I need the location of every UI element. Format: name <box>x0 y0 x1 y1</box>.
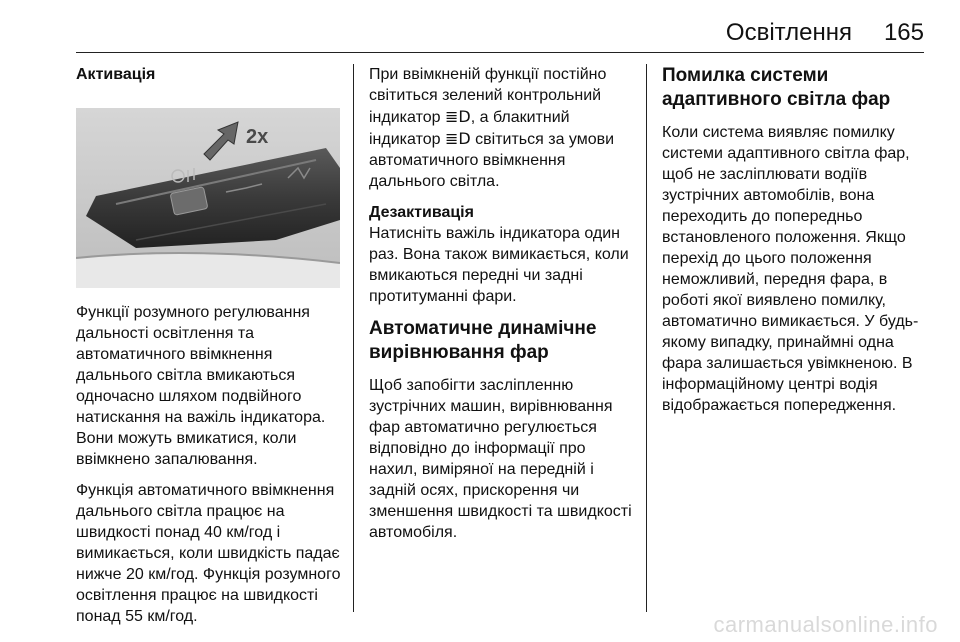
paragraph: Коли система виявляє помилку системи адаптивного світла фар, щоб не засліплювати водіїв зустрічних автомобілів, вона переходить до попередньо встановленого положення. Якщо перехід до цього положення неможливий, передня фара, в роботі якої виявлено помилку, автоматично вимикається. У будь-якому випадку, принаймні одна фара залишається увімкненою. В інформаційному центрі водія відображається попередження. <box>662 124 919 414</box>
page-header <box>0 0 960 58</box>
paragraph <box>369 64 637 192</box>
heading-system-error: Помилка системи адаптивного світла фар <box>662 65 891 110</box>
watermark: carmanualsonline.info <box>713 612 938 637</box>
text-run: світиться за умови автоматичного ввімкнення дальнього світла. <box>369 131 615 190</box>
text-run: , а блакитний індикатор <box>369 109 570 148</box>
column-divider-2 <box>646 64 647 612</box>
figure-badge: 2x <box>246 126 269 148</box>
page-title: Освітлення <box>725 19 852 46</box>
paragraph: Натисніть важіль індикатора один раз. Вона також вимикається, коли вмикаються передні чи задні протитуманні фари. <box>369 225 629 305</box>
high-beam-indicator-icon: ≣D <box>444 129 471 148</box>
paragraph: Функція автоматичного ввімкнення дальнього світла працює на швидкості понад 40 км/год і вимикається, коли швидкість падає нижче 20 км/год. Функція розумного освітлення працює на швидкості понад 55 км/год. <box>76 482 341 625</box>
text-run: При ввімкненій функції постійно світиться зелений контрольний індикатор <box>369 66 607 126</box>
column-2 <box>369 64 637 543</box>
header-rule <box>76 52 924 53</box>
column-1 <box>76 64 342 627</box>
paragraph: Щоб запобігти засліпленню зустрічних машин, вирівнювання фар автоматично регулюється відповідно до інформації про нахил, виміряної на передній і задній осях, прискорення чи зменшення швидкості та швидкості автомобіля. <box>369 377 632 541</box>
high-beam-indicator-icon: ≣D <box>444 107 471 126</box>
stalk-illustration <box>76 108 340 288</box>
heading-dynamic-leveling: Автоматичне динамічне вирівнювання фар <box>369 318 597 363</box>
paragraph: Функції розумного регулювання дальності освітлення та автоматичного ввімкнення дальнього світла вмикаються одночасно шляхом подвійного натискання на важіль індикатора. Вони можуть вмикатися, коли ввімкнено запалювання. <box>76 304 326 468</box>
column-divider-1 <box>353 64 354 612</box>
column-3 <box>662 64 928 416</box>
heading-activation: Активація <box>76 66 156 83</box>
page-number: 165 <box>883 19 924 46</box>
heading-deactivation: Дезактивація <box>369 204 474 221</box>
